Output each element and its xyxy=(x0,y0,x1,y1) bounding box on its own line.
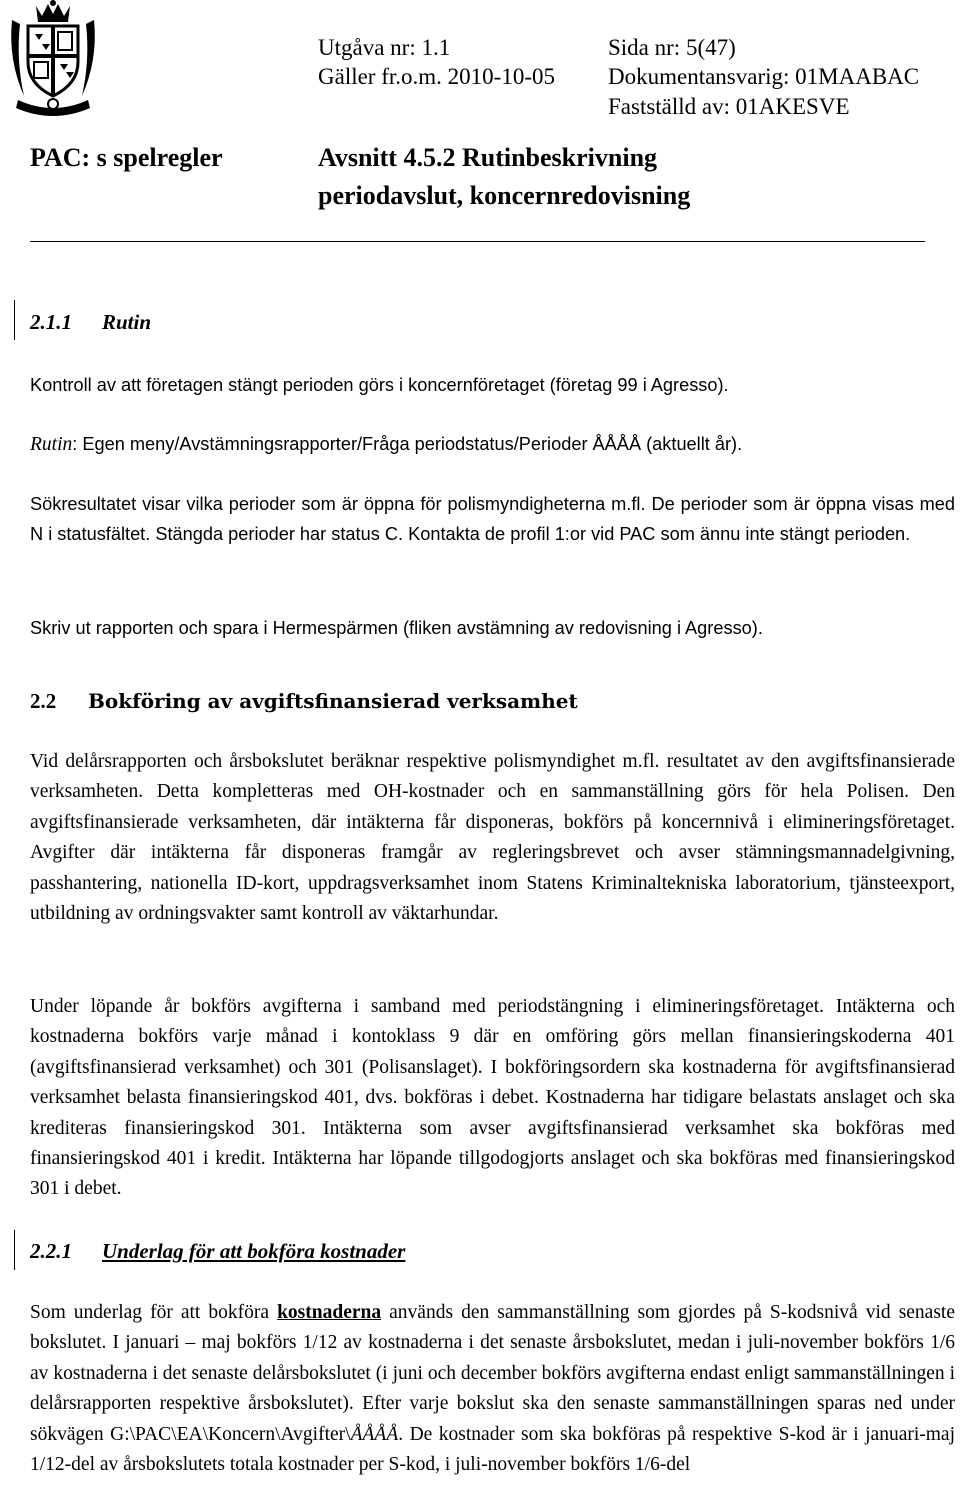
paragraph: Vid delårsrapporten och årsbokslutet beräknar respektive polismyndighet m.fl. resultatet av den avgiftsfinansierade verksamheten. Detta kompletteras med OH-kostnader och en sammanställning görs för hela Polisen. Den avgiftsfinansierade verksamheten, där intäkterna får disponeras, bokförs på koncernnivå i elimineringsföretaget. Avgifter där intäkterna får disponeras framgår av regleringsbrevet och avser stämningsmannadelgivning, passhantering, nationella ID-kort, uppdragsverksamhet inom Statens Kriminaltekniska laboratorium, tjänsteexport, utbildning av ordningsvakter samt kontroll av väktarhundar. xyxy=(30,751,955,925)
rutin-label: Rutin xyxy=(30,434,73,455)
section-title-line2: periodavslut, koncernredovisning xyxy=(318,181,691,210)
change-bar xyxy=(14,1230,15,1270)
heading-2-2 xyxy=(30,689,578,714)
swedish-police-crest-logo xyxy=(6,0,100,118)
heading-2-1-1 xyxy=(30,310,151,335)
document-org-title: PAC: s spelregler xyxy=(30,143,223,172)
paragraph: Skriv ut rapporten och spara i Hermespärmen (fliken avstämning av redovisning i Agresso). xyxy=(30,618,763,638)
document-owner: Dokumentansvarig: 01MAABAC xyxy=(608,64,920,89)
text-run: används den sammanställning som gjordes på S-kodsnivå vid senaste bokslutet. I januari – maj bokförs 1/12 av kostnaderna i det senaste årsbokslutet, medan i juli-november bokförs 1/6 av kostnaderna i det senaste delårsbokslutet (i juni och december bokförs avgifterna endast enligt sammanställningen i delårsrapporten respektive årsbokslutet). Efter varje bokslut ska den senaste sammanställningen sparas ned under sökvägen G:\PAC\EA\Koncern\Avgifter\ xyxy=(30,1302,955,1445)
heading-title: Bokföring av avgiftsfinansierad verksamhet xyxy=(88,689,578,713)
heading-number: 2.1.1 xyxy=(30,310,72,334)
change-bar xyxy=(14,300,15,340)
heading-title: Underlag för att bokföra kostnader xyxy=(102,1239,406,1263)
heading-title: Rutin xyxy=(102,310,152,334)
approved-by: Fastställd av: 01AKESVE xyxy=(608,94,850,119)
heading-number: 2.2 xyxy=(30,689,57,713)
paragraph xyxy=(30,429,955,460)
year-placeholder: ÅÅÅÅ xyxy=(350,1423,399,1445)
section-title-line1: Avsnitt 4.5.2 Rutinbeskrivning xyxy=(318,143,658,172)
rutin-path: : Egen meny/Avstämningsrapporter/Fråga periodstatus/Perioder ÅÅÅÅ (aktuellt år). xyxy=(72,434,743,454)
heading-2-2-1 xyxy=(30,1239,405,1264)
paragraph xyxy=(30,1298,955,1480)
paragraph: Sökresultatet visar vilka perioder som är öppna för polismyndigheterna m.fl. De perioder som är öppna visas med N i statusfältet. Stängda perioder har status C. Kontakta de profil 1:or vid PAC som ännu inte stängt perioden. xyxy=(30,494,955,545)
paragraph: Under löpande år bokförs avgifterna i samband med periodstängning i elimineringsföretaget. Intäkterna och kostnaderna bokförs varje månad i kontoklass 9 där en omföring görs mellan finansieringskoderna 401 (avgiftsfinansierad verksamhet) och 301 (Polisanslaget). I bokföringsordern ska kostnaderna för avgiftsfinansierad verksamhet belasta finansieringskod 401, dvs. bokföras i debet. Kostnaderna har tidigare belastats anslaget och ska krediteras finansieringskod 301. Intäkterna som avser avgiftsfinansierad verksamhet ska bokföras med finansieringskod 401 i kredit. Intäkterna har löpande tillgodogjorts anslaget och ska bokföras med finansieringskod 301 i debet. xyxy=(30,996,955,1200)
valid-from-date: Gäller fr.o.m. 2010-10-05 xyxy=(318,64,555,89)
page-number: Sida nr: 5(47) xyxy=(608,35,736,60)
paragraph: Kontroll av att företagen stängt perioden görs i koncernföretaget (företag 99 i Agresso). xyxy=(30,375,729,395)
text-run: . De kostnader som ska bokföras på respektive S-kod är i januari-maj 1/12-del av årsbokslutets totala kostnader per S-kod, i juli-november bokförs 1/6-del xyxy=(30,1423,955,1476)
header-divider xyxy=(30,241,925,242)
text-run: Som underlag för att bokföra xyxy=(30,1302,278,1323)
emphasized-term: kostnaderna xyxy=(277,1302,382,1323)
edition-number: Utgåva nr: 1.1 xyxy=(318,35,451,60)
heading-number: 2.2.1 xyxy=(30,1239,72,1263)
